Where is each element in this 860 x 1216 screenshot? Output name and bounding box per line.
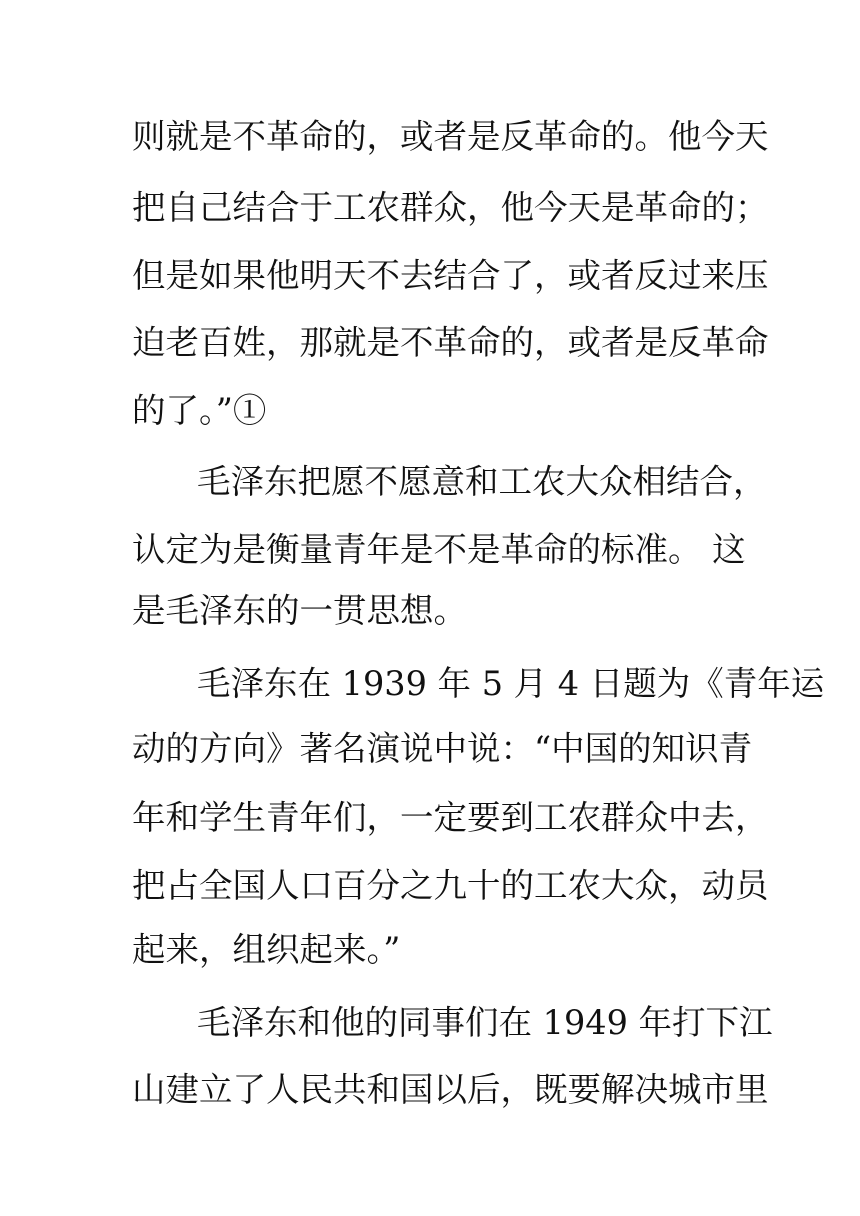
text-line: 起来，组织起来。” — [132, 930, 401, 969]
text-line: 认定为是衡量青年是不是革命的标准。 这 — [132, 530, 746, 569]
paragraph-first-line: 毛泽东和他的同事们在 1949 年打下江 — [197, 1003, 773, 1042]
text-line: 是毛泽东的一贯思想。 — [132, 591, 467, 630]
text-line: 则就是不革命的，或者是反革命的。他今天 — [132, 117, 769, 156]
paragraph-first-line: 毛泽东把愿不愿意和工农大众相结合， — [197, 462, 767, 501]
text-line: 但是如果他明天不去结合了，或者反过来压 — [132, 256, 769, 295]
text-line: 迫老百姓，那就是不革命的，或者是反革命 — [132, 323, 769, 362]
text-line: 的了。”① — [132, 391, 267, 430]
text-line: 动的方向》著名演说中说：“中国的知识青 — [132, 729, 753, 768]
text-line: 山建立了人民共和国以后，既要解决城市里 — [132, 1070, 769, 1109]
text-line: 把占全国人口百分之九十的工农大众，动员 — [132, 866, 769, 905]
text-line: 年和学生青年们，一定要到工农群众中去， — [132, 798, 769, 837]
paragraph-first-line: 毛泽东在 1939 年 5 月 4 日题为《青年运 — [197, 664, 825, 703]
text-line: 把自己结合于工农群众，他今天是革命的； — [132, 188, 769, 227]
